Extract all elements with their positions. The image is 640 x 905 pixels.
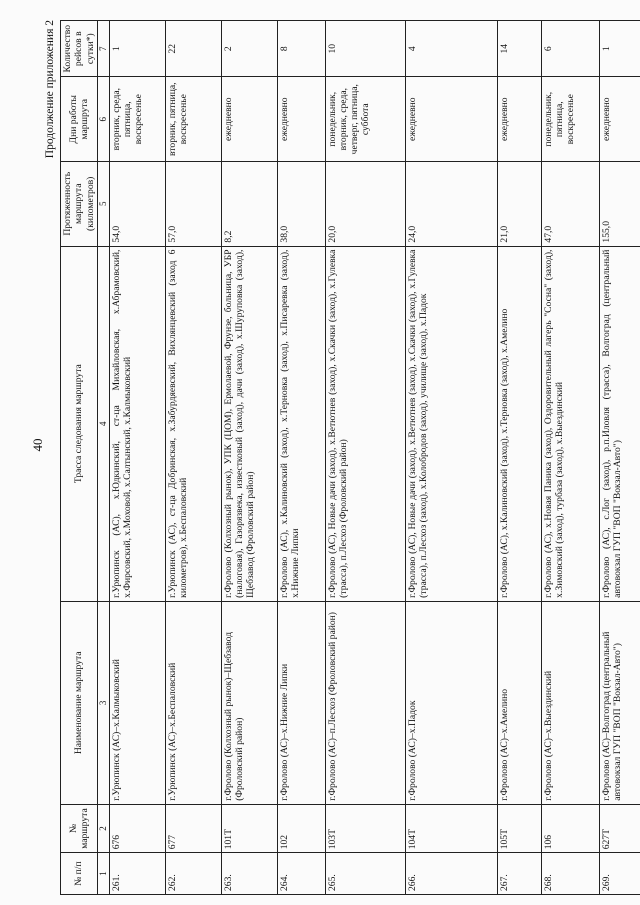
table-row	[109, 21, 165, 895]
route-trips: 2	[221, 21, 277, 77]
column-number: 6	[97, 77, 109, 162]
table-row	[325, 21, 405, 895]
route-trips: 4	[405, 21, 497, 77]
route-name: г.Фролово (АС)–х.Выездинский	[541, 601, 599, 804]
route-name: г.Фролово (АС)–Волгоград (центральный автовокзал ГУП "ВОП "Вокзал-Авто")	[599, 601, 640, 804]
route-path: г.Фролово (АС), х.Калиновский (заход), х.Терновка (заход), х.Писаревка (заход), х.Нижние Липки	[277, 246, 325, 601]
column-number: 7	[97, 21, 109, 77]
column-number: 1	[97, 853, 109, 895]
route-number: 101Т	[221, 804, 277, 852]
route-days: понедельник, вторник, среда, четверг, пятница, суббота	[325, 77, 405, 162]
table-row	[497, 21, 541, 895]
header-row	[61, 21, 98, 895]
route-path: г.Фролово (Колхозный рынок), УПК (ЦОМ), Ермолаевой, Фрунзе, больница, УБР (налоговая), Газорязвека, известковый (заход), дачи (заход), х.Шуруповка (заход), Щебзавод (Фроловский район)	[221, 246, 277, 601]
route-path: г.Фролово (АС), Новые дачи (заход), х.Ветютнев (заход), х.Скачки (заход), х.Гулевка (трасса), п.Лесхоз (заход), х.Колобродов (заход), училище (заход), х.Падок	[405, 246, 497, 601]
route-number: 627Т	[599, 804, 640, 852]
route-days: вторник, среда, пятница, воскресенье	[109, 77, 165, 162]
route-length: 57,0	[165, 162, 221, 247]
route-days: ежедневно	[221, 77, 277, 162]
route-name: г.Фролово (АС)–х.Падок	[405, 601, 497, 804]
row-number: 267.	[497, 853, 541, 895]
route-trips: 22	[165, 21, 221, 77]
route-number: 676	[109, 804, 165, 852]
row-number: 263.	[221, 853, 277, 895]
header-cell: № маршрута	[61, 804, 98, 852]
header-cell: Наименование маршрута	[61, 601, 98, 804]
route-days: ежедневно	[277, 77, 325, 162]
route-name: г.Фролово (Колхозный рынок)–Щебзавод (Фроловский район)	[221, 601, 277, 804]
route-name: г.Урюпинск (АС)–х.Беспаловский	[165, 601, 221, 804]
route-length: 54,0	[109, 162, 165, 247]
route-path: г.Урюпинск (АС), ст-ца Добринская, х.Забурдяевский, Вихлянцевский (заход 6 километров), х.Беспаловский	[165, 246, 221, 601]
route-path: г.Фролово (АС), Новые дачи (заход), х.Ветютнев (заход), х.Скачки (заход), х.Гулевка (трасса), п.Лесхоз (Фроловский район)	[325, 246, 405, 601]
route-trips: 1	[109, 21, 165, 77]
table-row	[541, 21, 599, 895]
route-path: г.Фролово (АС), х.Калиновский (заход), х.Терновка (заход), х.Амелино	[497, 246, 541, 601]
route-number: 105Т	[497, 804, 541, 852]
row-number: 265.	[325, 853, 405, 895]
page-number: 40	[30, 438, 45, 452]
route-trips: 6	[541, 21, 599, 77]
route-length: 155,0	[599, 162, 640, 247]
row-number: 261.	[109, 853, 165, 895]
route-days: ежедневно	[497, 77, 541, 162]
header-cell: Протяженность маршрута (километров)	[61, 162, 98, 247]
route-name: г.Урюпинск (АС)–х.Калмыковский	[109, 601, 165, 804]
route-days: вторник, пятница, воскресенье	[165, 77, 221, 162]
row-number: 264.	[277, 853, 325, 895]
route-path: г.Фролово (АС), х.Новая Паника (заход), Оздоровительный лагерь "Сосна" (заход), х.Зимовский (заход), турбаза (заход), х.Выездинский	[541, 246, 599, 601]
route-path: г.Фролово (АС), с.Лог (заход), р.п.Иловля (трасса), Волгоград (центральный автовокзал ГУП "ВОП "Вокзал-Авто")	[599, 246, 640, 601]
appendix-caption: Продолжение приложения 2	[44, 20, 56, 159]
row-number: 262.	[165, 853, 221, 895]
route-trips: 10	[325, 21, 405, 77]
table-row	[599, 21, 640, 895]
route-days: понедельник, пятница, воскресенье	[541, 77, 599, 162]
route-days: ежедневно	[599, 77, 640, 162]
row-number: 266.	[405, 853, 497, 895]
route-length: 47,0	[541, 162, 599, 247]
route-length: 21,0	[497, 162, 541, 247]
table-row	[277, 21, 325, 895]
column-number: 4	[97, 246, 109, 601]
table-row	[221, 21, 277, 895]
row-number: 268.	[541, 853, 599, 895]
route-path: г.Урюпинск (АС), х.Юдкинский, ст-ца Михайловская, х.Абрамовский, х.Фирсовский, х.Моховой, х.Салтынский, х.Калмыковский	[109, 246, 165, 601]
table-row	[165, 21, 221, 895]
route-length: 38,0	[277, 162, 325, 247]
column-number: 2	[97, 804, 109, 852]
route-name: г.Фролово (АС)–п.Лесхоз (Фроловский район)	[325, 601, 405, 804]
header-cell: Дни работы маршрута	[61, 77, 98, 162]
routes-table	[60, 20, 640, 895]
route-number: 677	[165, 804, 221, 852]
route-name: г.Фролово (АС)–х.Нижние Липки	[277, 601, 325, 804]
route-number: 104Т	[405, 804, 497, 852]
route-trips: 8	[277, 21, 325, 77]
column-number-row	[97, 21, 109, 895]
column-number: 3	[97, 601, 109, 804]
header-cell: Трасса следования маршрута	[61, 246, 98, 601]
header-cell: Количество рейсов в сутки*)	[61, 21, 98, 77]
route-trips: 14	[497, 21, 541, 77]
table-row	[405, 21, 497, 895]
route-name: г.Фролово (АС)–х.Амелино	[497, 601, 541, 804]
route-number: 102	[277, 804, 325, 852]
route-length: 8,2	[221, 162, 277, 247]
route-days: ежедневно	[405, 77, 497, 162]
column-number: 5	[97, 162, 109, 247]
header-cell: № п/п	[61, 853, 98, 895]
row-number: 269.	[599, 853, 640, 895]
route-trips: 1	[599, 21, 640, 77]
route-number: 103Т	[325, 804, 405, 852]
route-length: 20,0	[325, 162, 405, 247]
route-length: 24,0	[405, 162, 497, 247]
route-number: 106	[541, 804, 599, 852]
